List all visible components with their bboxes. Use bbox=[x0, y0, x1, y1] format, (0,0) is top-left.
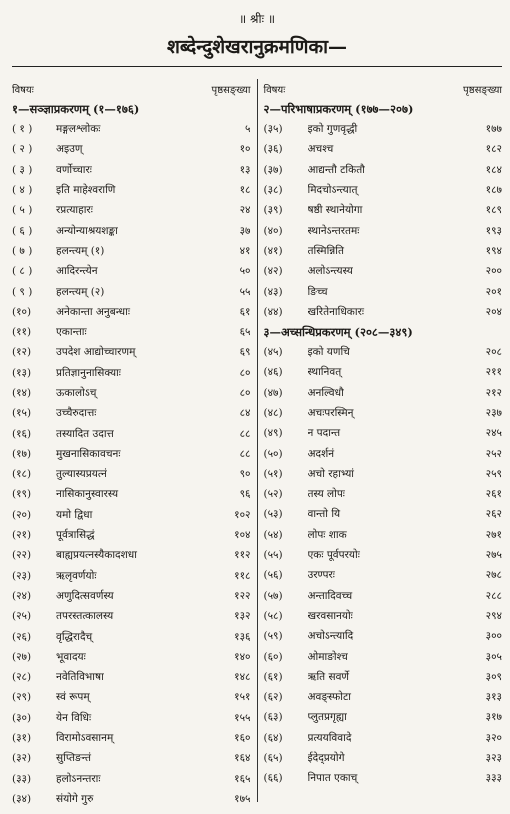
entry-number: (४७) bbox=[263, 386, 283, 399]
index-entry bbox=[12, 687, 251, 707]
index-entry bbox=[12, 139, 251, 159]
entry-page: ८८ bbox=[239, 447, 251, 460]
entry-number: (२१) bbox=[12, 529, 32, 542]
entry-title: यमो द्विधा bbox=[56, 508, 93, 521]
index-entry bbox=[264, 504, 503, 524]
entry-page: २६२ bbox=[485, 508, 502, 521]
entry-number: (६५) bbox=[263, 752, 283, 765]
entry-number: (५६) bbox=[263, 569, 283, 582]
entry-number: (५२) bbox=[263, 488, 283, 501]
entry-number: (३५) bbox=[263, 123, 283, 136]
left-column bbox=[12, 67, 257, 805]
entry-title: खरवसानयोः bbox=[307, 609, 353, 622]
entry-title: तस्य लोपः bbox=[307, 488, 345, 501]
entry-page: १०४ bbox=[234, 529, 251, 542]
index-entry bbox=[264, 220, 503, 240]
index-entry bbox=[264, 342, 503, 362]
entry-page: १३६ bbox=[234, 630, 251, 643]
index-entry bbox=[12, 748, 251, 768]
entry-number: (६२) bbox=[263, 691, 283, 704]
entry-page: २९४ bbox=[485, 609, 502, 622]
index-entry bbox=[12, 464, 251, 484]
index-entry bbox=[264, 302, 503, 322]
index-entry bbox=[12, 444, 251, 464]
entry-number: (५८) bbox=[263, 609, 283, 622]
index-entry bbox=[12, 322, 251, 342]
index-entry bbox=[12, 545, 251, 565]
entry-number: (६१) bbox=[263, 670, 283, 683]
index-entry bbox=[264, 200, 503, 220]
entry-page: १७५ bbox=[234, 792, 251, 805]
index-entry bbox=[264, 139, 503, 159]
entry-number: (५९) bbox=[263, 630, 283, 643]
entry-title: अचःपरस्मिन् bbox=[307, 407, 354, 419]
entry-title: मुखनासिकावचनः bbox=[56, 447, 121, 460]
index-entry bbox=[264, 626, 503, 646]
entry-number: (२४) bbox=[12, 589, 32, 602]
entry-number: (४१) bbox=[263, 244, 283, 257]
entry-number: (२६) bbox=[12, 630, 32, 643]
entry-list bbox=[12, 119, 251, 809]
entry-number: (४३) bbox=[263, 285, 283, 298]
entry-title: हलन्त्यम् (१) bbox=[56, 244, 105, 257]
entry-title: मङ्गलश्लोकः bbox=[56, 123, 101, 136]
entry-title: संयोगे गुरु bbox=[56, 792, 94, 805]
entry-number: (३१) bbox=[12, 732, 32, 745]
entry-page: ८० bbox=[239, 366, 251, 379]
index-entry bbox=[264, 707, 503, 727]
entry-number: (४६) bbox=[263, 366, 283, 379]
entry-title: हलन्त्यम् (२) bbox=[56, 285, 105, 298]
entry-title: रप्रत्याहारः bbox=[56, 204, 93, 217]
entry-page: १६४ bbox=[234, 752, 251, 765]
entry-page: ३१३ bbox=[485, 691, 502, 704]
entry-title: अचश्च bbox=[307, 143, 334, 156]
entry-number: (३२) bbox=[12, 752, 32, 765]
entry-page: ६९ bbox=[239, 346, 251, 359]
index-entry bbox=[12, 484, 251, 504]
entry-title: येन विधिः bbox=[56, 711, 92, 724]
entry-page: ६५ bbox=[239, 326, 251, 339]
entry-page: ११८ bbox=[234, 569, 251, 582]
index-entry bbox=[12, 505, 251, 525]
entry-number: (१३) bbox=[12, 366, 32, 379]
entry-title: खरितेनाधिकारः bbox=[307, 305, 365, 318]
index-entry bbox=[12, 647, 251, 667]
subject-label: विषयः bbox=[12, 85, 34, 96]
entry-title: इको गुणवृद्धी bbox=[307, 123, 358, 136]
right-column-header bbox=[264, 83, 503, 99]
entry-number: (१४) bbox=[12, 387, 32, 399]
entry-number: (४८) bbox=[263, 407, 283, 419]
entry-number: (२०) bbox=[12, 508, 32, 521]
entry-page: ५५ bbox=[239, 285, 251, 298]
entry-title: इति माहेश्वराणि bbox=[56, 184, 116, 197]
index-entry bbox=[264, 261, 503, 281]
entry-title: वर्णोच्चारः bbox=[56, 163, 92, 176]
index-entry bbox=[12, 363, 251, 383]
index-columns bbox=[12, 67, 502, 805]
index-entry bbox=[264, 545, 503, 565]
entry-page: १४० bbox=[234, 650, 251, 663]
index-entry bbox=[12, 667, 251, 687]
entry-number: (६०) bbox=[263, 650, 283, 663]
entry-page: १८२ bbox=[485, 143, 502, 156]
entry-page: १५१ bbox=[234, 691, 251, 704]
entry-number: (१५) bbox=[12, 407, 32, 420]
entry-number: ( २ ) bbox=[12, 143, 33, 156]
entry-title: उरण्परः bbox=[307, 569, 335, 582]
entry-title: तुल्यास्यप्रयत्नं bbox=[56, 468, 107, 481]
entry-title: अनल्विधौ bbox=[307, 386, 344, 399]
entry-page: ८० bbox=[239, 387, 251, 399]
entry-page: ३७ bbox=[239, 224, 251, 237]
entry-number: (१२) bbox=[12, 346, 32, 359]
index-entry bbox=[264, 565, 503, 585]
entry-page: १९३ bbox=[485, 224, 502, 237]
entry-number: (४५) bbox=[263, 346, 283, 359]
entry-title: आद्यन्तौ टकितौ bbox=[307, 163, 365, 176]
invocation: ॥ श्रीः ॥ bbox=[238, 12, 276, 26]
entry-number: ( ३ ) bbox=[12, 163, 33, 176]
entry-page: १३२ bbox=[234, 610, 251, 623]
entry-title: उच्चैरुदात्तः bbox=[56, 407, 97, 420]
index-entry bbox=[12, 160, 251, 180]
index-entry bbox=[12, 200, 251, 220]
entry-title: न पदान्त bbox=[307, 427, 341, 440]
entry-title: वृद्धिरादैच् bbox=[56, 630, 93, 643]
index-entry bbox=[12, 261, 251, 281]
index-entry bbox=[12, 119, 251, 139]
entry-number: (६३) bbox=[263, 711, 283, 724]
entry-title: नवेतिविभाषा bbox=[56, 671, 104, 684]
entry-page: ६१ bbox=[239, 305, 251, 318]
index-entry bbox=[264, 180, 503, 200]
entry-page: २३७ bbox=[485, 407, 502, 419]
entry-title: षष्ठी स्थानेयोगा bbox=[307, 204, 363, 217]
entry-number: ( ६ ) bbox=[12, 224, 33, 237]
entry-page: ३०५ bbox=[485, 650, 502, 663]
index-entry bbox=[264, 687, 503, 707]
index-entry bbox=[264, 586, 503, 606]
entry-title: अन्तादिवच्च bbox=[307, 589, 353, 602]
section-heading: ३—अच्सन्धिप्रकरणम् (२०८—३४९) bbox=[263, 324, 413, 339]
entry-number: (३७) bbox=[263, 163, 283, 176]
subject-label: विषयः bbox=[263, 85, 286, 96]
entry-title: अचोऽन्त्यादि bbox=[307, 630, 354, 643]
entry-page: ३२० bbox=[485, 731, 502, 744]
entry-list bbox=[264, 342, 503, 789]
entry-title: स्थानिवत् bbox=[307, 366, 342, 379]
entry-title: प्रत्ययविवादे bbox=[307, 731, 352, 744]
index-entry bbox=[264, 606, 503, 626]
entry-title: उपदेश आद्योच्चारणम् bbox=[56, 346, 136, 359]
entry-page: १८४ bbox=[485, 163, 502, 176]
entry-number: (२९) bbox=[12, 691, 32, 704]
entry-page: २७८ bbox=[485, 569, 502, 582]
entry-number: (४४) bbox=[263, 305, 283, 318]
entry-page: ९० bbox=[239, 468, 251, 481]
index-entry bbox=[264, 281, 503, 301]
index-entry bbox=[264, 667, 503, 687]
entry-number: (६६) bbox=[263, 772, 283, 785]
entry-page: २१२ bbox=[485, 386, 502, 399]
entry-page: १० bbox=[239, 143, 251, 156]
index-entry bbox=[264, 160, 503, 180]
entry-page: २७५ bbox=[485, 549, 502, 562]
entry-page: ८८ bbox=[239, 427, 251, 440]
entry-number: (५३) bbox=[263, 508, 283, 521]
entry-number: (२८) bbox=[12, 671, 32, 684]
index-entry bbox=[264, 728, 503, 748]
entry-list bbox=[264, 119, 503, 322]
entry-number: (१८) bbox=[12, 468, 32, 481]
entry-title: तपरस्तत्कालस्य bbox=[56, 610, 114, 623]
entry-number: (१७) bbox=[12, 447, 32, 460]
entry-title: अदर्शनं bbox=[307, 447, 335, 460]
entry-number: (६४) bbox=[263, 731, 283, 744]
entry-title: ईदेद्प्रयोगे bbox=[307, 752, 345, 765]
entry-title: ऋति सवर्णे bbox=[307, 670, 350, 683]
index-entry bbox=[12, 423, 251, 443]
entry-title: हलोऽनन्तराः bbox=[56, 772, 101, 785]
entry-number: (२५) bbox=[12, 610, 32, 623]
entry-page: १७७ bbox=[485, 123, 502, 136]
entry-title: अनेकान्ता अनुबन्धाः bbox=[56, 305, 130, 318]
entry-title: अणुदित्सवर्णस्य bbox=[56, 589, 114, 602]
entry-page: २५२ bbox=[485, 447, 502, 460]
entry-title: नासिकानुस्वारस्य bbox=[56, 488, 119, 501]
page-title: शब्देन्दुशेखरानुक्रमणिका— bbox=[166, 36, 348, 58]
entry-title: अवङ्स्फोटा bbox=[307, 691, 351, 704]
index-entry bbox=[264, 383, 503, 403]
entry-page: २०४ bbox=[485, 305, 502, 318]
index-entry bbox=[264, 484, 503, 504]
entry-page: १४८ bbox=[234, 671, 251, 684]
entry-number: (४२) bbox=[263, 265, 283, 278]
entry-title: अइउण् bbox=[56, 143, 83, 156]
index-entry bbox=[264, 525, 503, 545]
index-entry bbox=[12, 728, 251, 748]
entry-page: ८४ bbox=[239, 407, 251, 420]
entry-number: (३९) bbox=[263, 204, 283, 217]
index-entry bbox=[12, 403, 251, 423]
entry-page: ४१ bbox=[239, 244, 251, 257]
entry-page: १९४ bbox=[485, 244, 502, 257]
entry-number: (३३) bbox=[12, 772, 32, 785]
right-column bbox=[258, 67, 503, 802]
entry-page: २५९ bbox=[485, 467, 502, 480]
entry-title: अचो रहाभ्यां bbox=[307, 467, 355, 480]
entry-page: २७१ bbox=[485, 528, 502, 541]
index-entry bbox=[12, 241, 251, 261]
entry-number: (२२) bbox=[12, 549, 32, 562]
entry-page: २०८ bbox=[485, 346, 502, 359]
entry-title: ऊकालोऽच् bbox=[56, 387, 97, 399]
index-entry bbox=[264, 362, 503, 382]
index-entry bbox=[264, 241, 503, 261]
entry-number: (११) bbox=[12, 326, 32, 339]
entry-number: (३६) bbox=[263, 143, 283, 156]
entry-title: अलोऽन्त्यस्य bbox=[307, 265, 353, 278]
entry-number: (५७) bbox=[263, 589, 283, 602]
entry-page: ३०० bbox=[485, 630, 502, 643]
entry-number: (५५) bbox=[263, 549, 283, 562]
entry-number: ( ८ ) bbox=[12, 265, 33, 278]
left-column-header bbox=[12, 83, 251, 99]
entry-page: ३२३ bbox=[485, 752, 502, 765]
entry-title: निपात एकाच् bbox=[307, 772, 358, 785]
entry-page: २११ bbox=[485, 366, 502, 379]
index-entry bbox=[264, 403, 503, 423]
index-entry bbox=[264, 423, 503, 443]
entry-page: १८९ bbox=[485, 204, 502, 217]
entry-page: १३ bbox=[239, 163, 251, 176]
entry-title: इको यणचि bbox=[307, 346, 350, 359]
entry-page: ११२ bbox=[234, 549, 251, 562]
entry-title: अन्योन्याश्रयशङ्का bbox=[56, 224, 118, 237]
entry-number: (५०) bbox=[263, 447, 283, 460]
entry-number: (१६) bbox=[12, 427, 32, 440]
entry-title: भूवादयः bbox=[56, 650, 86, 663]
entry-number: (३०) bbox=[12, 711, 32, 724]
index-entry bbox=[12, 383, 251, 403]
entry-number: ( ९ ) bbox=[12, 285, 33, 298]
index-entry bbox=[12, 626, 251, 646]
entry-title: स्वं रूपम् bbox=[56, 691, 90, 704]
entry-page: २६१ bbox=[485, 488, 502, 501]
entry-number: (१०) bbox=[12, 305, 32, 318]
entry-title: वान्तो यि bbox=[307, 508, 341, 521]
entry-page: २८८ bbox=[485, 589, 502, 602]
entry-title: प्रतिज्ञानुनासिक्याः bbox=[56, 366, 121, 379]
index-entry bbox=[264, 748, 503, 768]
entry-title: सुप्तिङन्तं bbox=[56, 752, 91, 765]
entry-title: पूर्वत्रासिद्धं bbox=[56, 529, 95, 542]
index-entry bbox=[12, 180, 251, 200]
entry-page: १२२ bbox=[234, 589, 251, 602]
index-entry bbox=[12, 281, 251, 301]
entry-number: (३८) bbox=[263, 184, 283, 197]
entry-number: (२७) bbox=[12, 650, 32, 663]
entry-page: २०१ bbox=[485, 285, 502, 298]
index-entry bbox=[12, 342, 251, 362]
index-entry bbox=[264, 464, 503, 484]
entry-title: प्लुतप्रगृह्या bbox=[307, 711, 347, 724]
entry-page: ५ bbox=[245, 123, 251, 136]
index-entry bbox=[12, 525, 251, 545]
entry-number: (१९) bbox=[12, 488, 32, 501]
entry-number: ( ४ ) bbox=[12, 184, 33, 197]
entry-number: (५१) bbox=[263, 467, 283, 480]
entry-page: १६० bbox=[234, 732, 251, 745]
index-entry bbox=[12, 220, 251, 240]
entry-page: ५० bbox=[239, 265, 251, 278]
entry-page: ९६ bbox=[239, 488, 251, 501]
index-entry bbox=[12, 606, 251, 626]
entry-page: ३१७ bbox=[485, 711, 502, 724]
entry-page: २४ bbox=[239, 204, 251, 217]
section-heading: १—सञ्ज्ञाप्रकरणम् (१—१७६) bbox=[12, 102, 140, 116]
index-entry bbox=[12, 586, 251, 606]
entry-number: (२३) bbox=[12, 569, 32, 582]
index-entry bbox=[264, 443, 503, 463]
entry-number: ( ७ ) bbox=[12, 244, 33, 257]
index-entry bbox=[12, 769, 251, 789]
entry-page: १८ bbox=[239, 184, 251, 197]
entry-title: एकान्ताः bbox=[56, 326, 87, 339]
index-entry bbox=[264, 646, 503, 666]
entry-title: विरामोऽवसानम् bbox=[56, 732, 114, 745]
index-entry bbox=[12, 789, 251, 809]
entry-page: २०० bbox=[485, 265, 502, 278]
index-entry bbox=[264, 119, 503, 139]
entry-title: ओमाङोश्च bbox=[307, 650, 348, 663]
entry-number: ( ५ ) bbox=[12, 204, 33, 217]
entry-page: ३३३ bbox=[485, 772, 502, 785]
entry-page: १८७ bbox=[485, 184, 502, 197]
page-label: पृष्ठसङ्ख्या bbox=[463, 85, 502, 96]
index-entry bbox=[12, 302, 251, 322]
index-entry bbox=[12, 566, 251, 586]
entry-title: तस्मिन्निति bbox=[307, 244, 344, 257]
section-heading: २—परिभाषाप्रकरणम् (१७७—२०७) bbox=[263, 102, 414, 116]
entry-title: आदिरन्त्येन bbox=[56, 265, 98, 278]
entry-title: बाह्यप्रयत्नस्यैकादशधा bbox=[56, 549, 137, 562]
entry-number: (४०) bbox=[263, 224, 283, 237]
entry-page: २४५ bbox=[485, 427, 502, 440]
entry-title: मिदचोऽन्त्यात् bbox=[307, 184, 358, 197]
entry-title: एकः पूर्वपरयोः bbox=[307, 549, 360, 562]
entry-title: लोपः शाक bbox=[307, 528, 347, 541]
entry-page: ३०९ bbox=[485, 670, 502, 683]
entry-page: १६५ bbox=[234, 772, 251, 785]
entry-number: (३४) bbox=[12, 792, 32, 805]
page-label: पृष्ठसङ्ख्या bbox=[211, 85, 251, 96]
entry-page: १०२ bbox=[234, 508, 251, 521]
entry-title: ङिच्च bbox=[307, 285, 328, 298]
entry-number: ( १ ) bbox=[12, 123, 33, 136]
entry-number: (५४) bbox=[263, 528, 283, 541]
entry-page: १५५ bbox=[234, 711, 251, 724]
entry-title: तस्यादित उदात्त bbox=[56, 427, 114, 440]
index-entry bbox=[12, 708, 251, 728]
entry-title: ऋलृवर्णयोः bbox=[56, 569, 97, 582]
entry-number: (४९) bbox=[263, 427, 283, 440]
entry-title: स्थानेऽन्तरतमः bbox=[307, 224, 360, 237]
index-entry bbox=[264, 768, 503, 788]
